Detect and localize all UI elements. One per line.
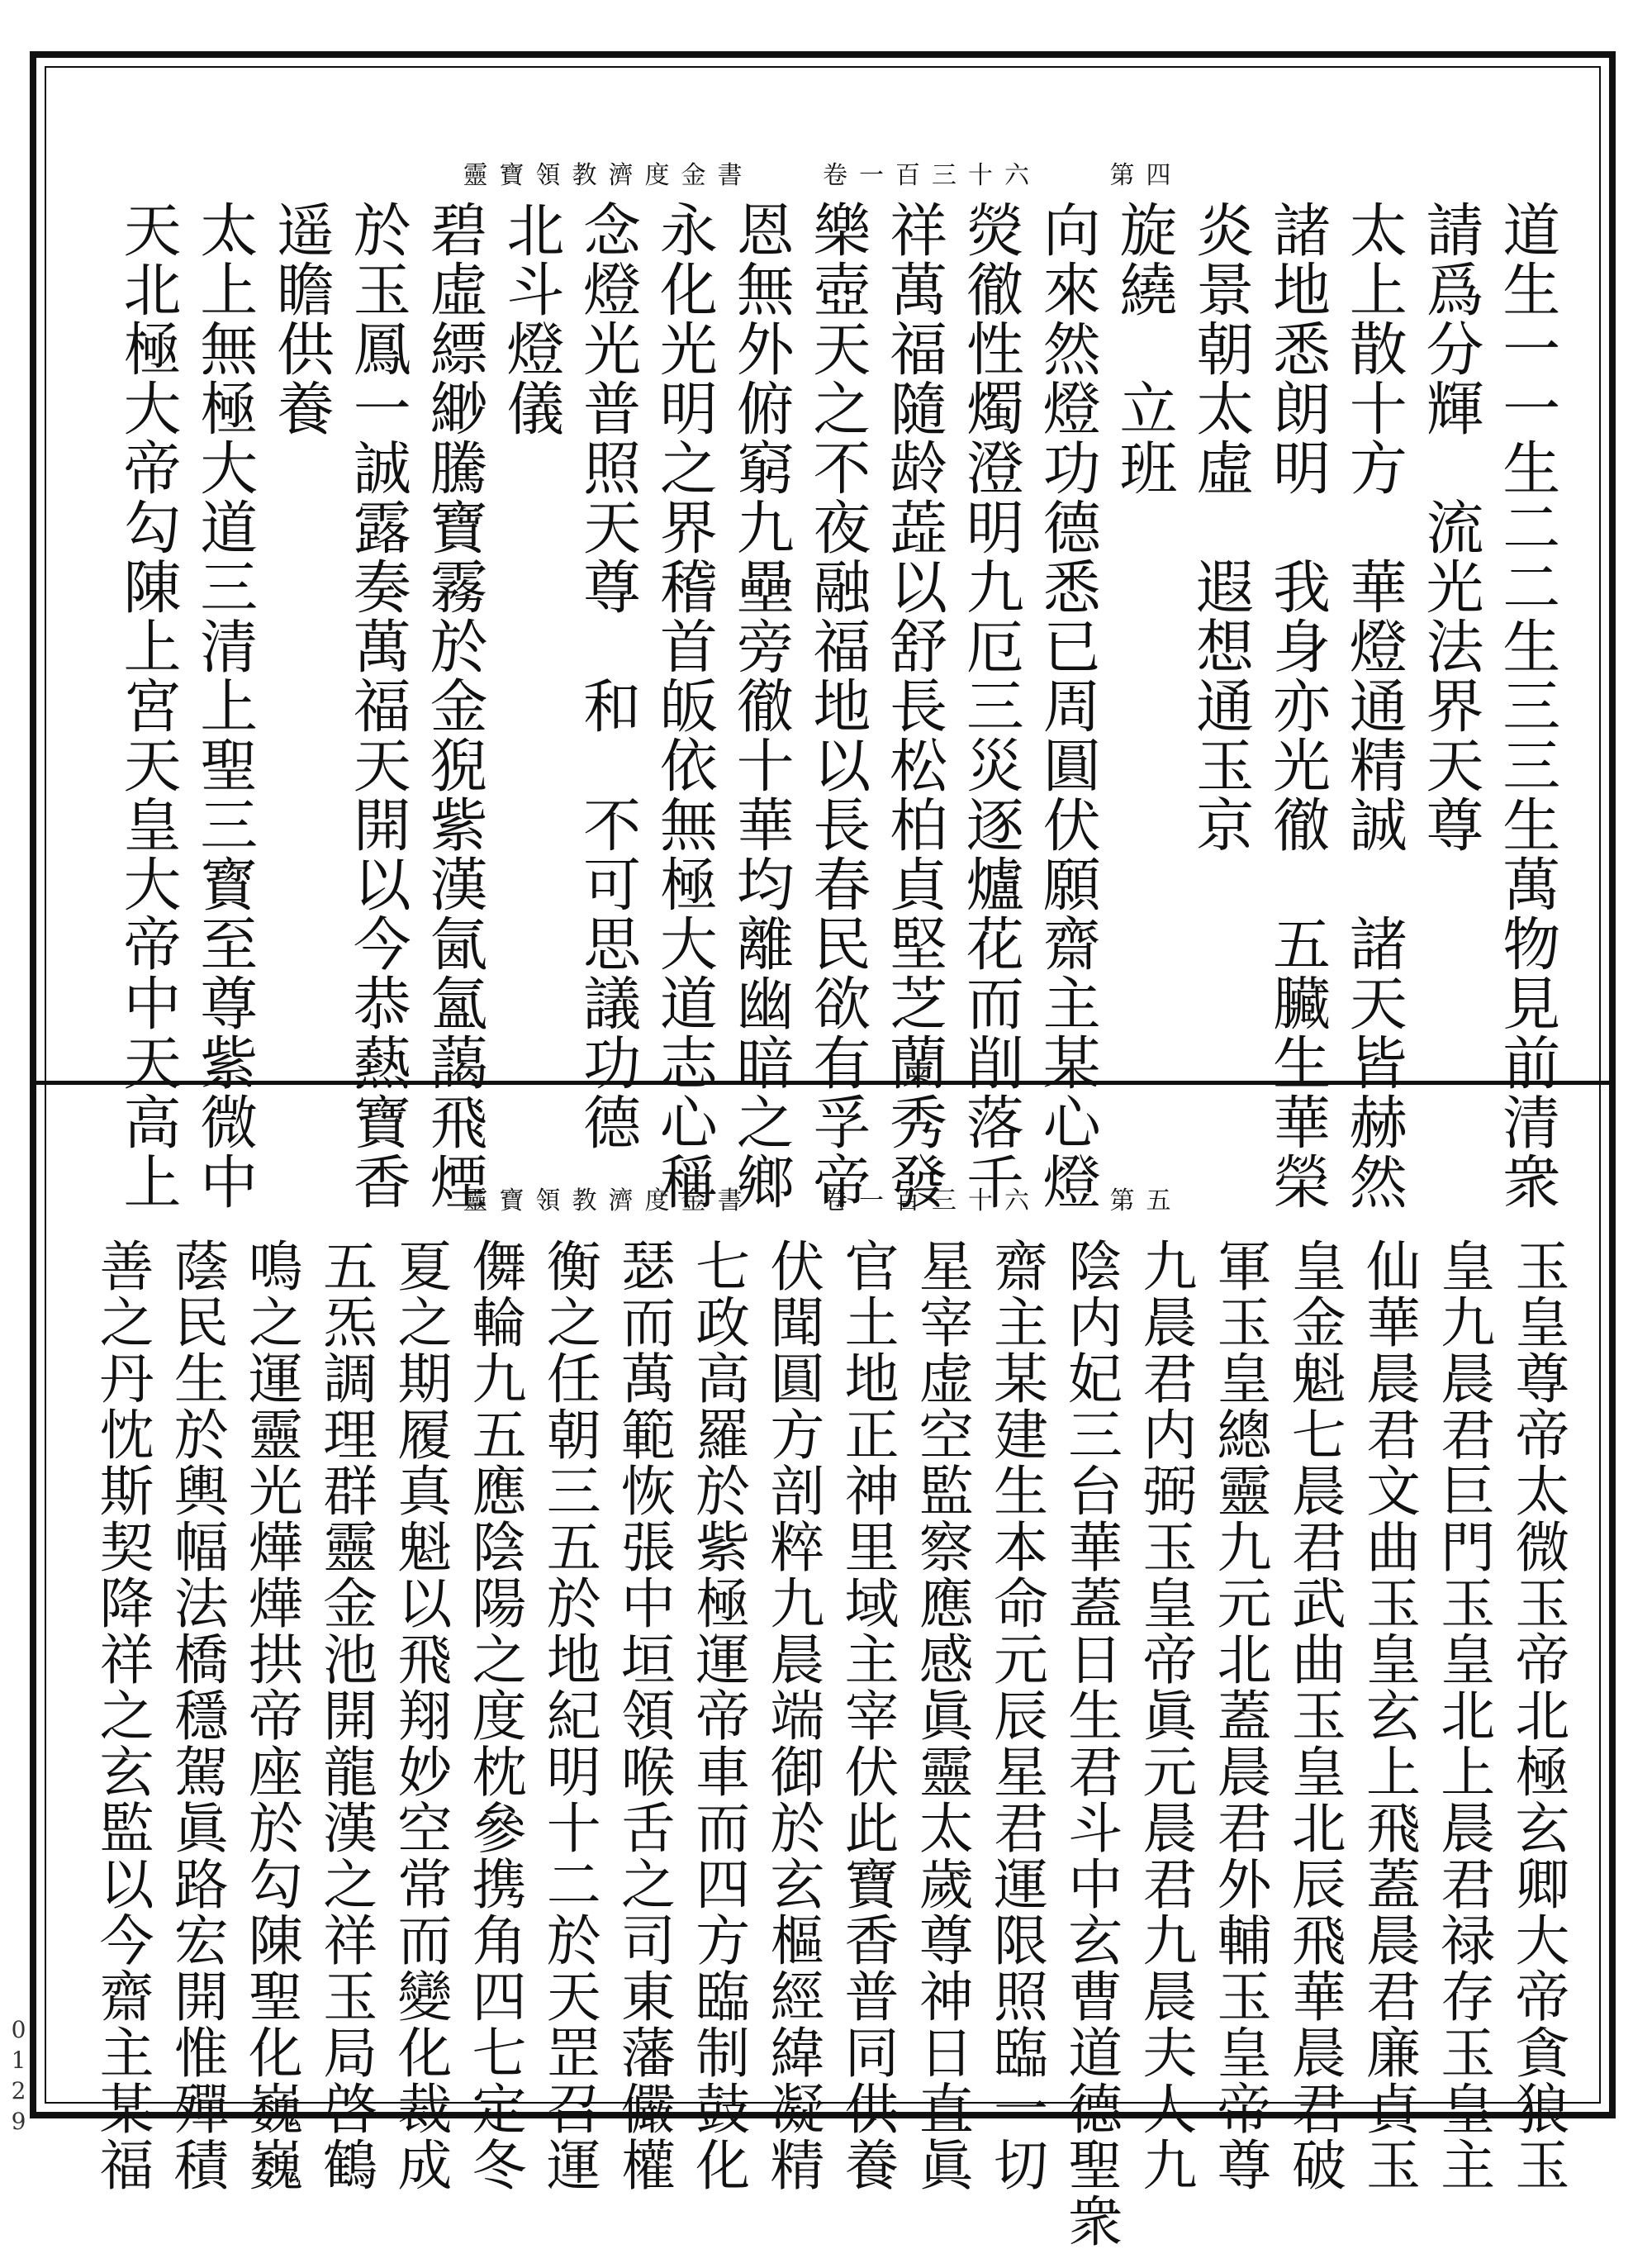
text-column: 熒徹性燭澄明九厄三災逐爐花而削落千 — [957, 200, 1025, 1211]
text-column: 諸地悉朗明 我身亦光徹 五臟生華榮 — [1263, 200, 1332, 1211]
text-column: 玉皇尊帝太微玉帝北極玄卿大帝貪狼玉 — [1505, 1238, 1569, 2193]
text-column: 衡之任朝三五於地紀明十二於天罡召運 — [537, 1238, 601, 2193]
text-column: 向來然燈功德悉已周圓伏願齋主某心燈 — [1033, 200, 1102, 1211]
text-column: 太上無極大道三清上聖三寳至尊紫微中 — [190, 200, 259, 1211]
bottom-header — [40, 1180, 1606, 1216]
text-column: 陰内妃三台華蓋日生君斗中玄曹道德聖衆 — [1058, 1238, 1123, 2249]
text-column: 瑟而萬範恢張中垣領喉舌之司東藩儼權 — [611, 1238, 676, 2193]
text-column: 旋繞 立班 — [1109, 200, 1178, 497]
text-column: 伏聞圓方剖粹九晨端御於玄樞經緯凝精 — [760, 1238, 824, 2193]
bottom-text-columns — [90, 1238, 1569, 2249]
text-column: 恩無外俯窮九壘旁徹十華均離幽暗之鄉 — [727, 200, 795, 1211]
text-column: 夏之期履真魁以飛翔妙空常而變化裁成 — [387, 1238, 452, 2193]
text-column: 太上散十方 華燈通精誠 諸天皆赫然 — [1340, 200, 1408, 1211]
top-header — [40, 155, 1606, 191]
text-column: 七政高羅於紫極運帝車而四方臨制鼓化 — [686, 1238, 750, 2193]
bottom-panel — [40, 1085, 1606, 2249]
text-column: 九晨君内弼玉皇帝眞元晨君九晨夫人九 — [1132, 1238, 1197, 2193]
text-column: 天北極大帝勾陳上宮天皇大帝中天高上 — [114, 200, 182, 1211]
text-column: 軍玉皇總靈九元北蓋晨君外輔玉皇帝尊 — [1208, 1238, 1272, 2193]
text-column: 炎景朝太虛 遐想通玉京 — [1186, 200, 1255, 854]
text-column: 五炁調理群靈金池開龍漢之祥玉局啓鶴 — [313, 1238, 377, 2193]
text-column: 遥瞻供養 — [267, 200, 335, 438]
text-column: 仙華晨君文曲玉皇玄上飛蓋晨君廉貞玉 — [1356, 1238, 1421, 2193]
text-column: 星宰虚空監察應感眞靈太歲尊神日直眞 — [909, 1238, 974, 2193]
page-number: 0129 — [5, 2016, 32, 2138]
text-column: 皇九晨君巨門玉皇北上晨君禄存玉皇主 — [1431, 1238, 1495, 2193]
text-column: 官土地正神里域主宰伏此寶香普同供養 — [835, 1238, 900, 2193]
bottom-header-title: 靈寶領教濟度金書 — [463, 1186, 754, 1215]
bottom-header-page: 第五 — [1109, 1186, 1183, 1215]
text-column: 善之丹忱斯契降祥之玄監以今齋主某福 — [90, 1238, 154, 2193]
text-column: 皇金魁七晨君武曲玉皇北辰飛華晨君破 — [1282, 1238, 1346, 2193]
text-column: 念燈光普照天尊 和 不可思議功德 — [573, 200, 642, 1152]
text-column: 北斗燈儀 — [496, 200, 565, 438]
bottom-header-volume: 卷一百三十六 — [823, 1186, 1041, 1215]
text-column: 碧虛縹緲騰寶霧於金猊紫漢氤氳藹飛煙 — [420, 200, 489, 1211]
text-column: 樂壺天之不夜融福地以長春民欲有孚帝 — [803, 200, 871, 1211]
text-column: 於玉鳳一誠露奏萬福天開以今恭爇寶香 — [344, 200, 412, 1211]
top-header-page: 第四 — [1109, 161, 1183, 190]
text-column: 永化光明之界稽首皈依無極大道志心稱 — [650, 200, 719, 1211]
text-column: 鳴之運靈光燁燁拱帝座於勾陳聖化巍巍 — [239, 1238, 303, 2193]
text-column: 齋主某建生本命元辰星君運限照臨一切 — [984, 1238, 1048, 2193]
top-header-volume: 卷一百三十六 — [823, 161, 1041, 190]
top-header-title: 靈寶領教濟度金書 — [463, 161, 754, 190]
text-column: 祥萬福隨龄蕋以舒長松柏貞堅芝蘭秀發 — [880, 200, 948, 1211]
text-column: 儛輪九五應陰陽之度枕參携角四七定冬 — [463, 1238, 527, 2193]
text-column: 請爲分輝 流光法界天尊 — [1417, 200, 1485, 854]
text-column: 道生一一生二二生三三生萬物見前清衆 — [1493, 200, 1561, 1211]
text-column: 蔭民生於輿幅法橋穩駕眞路宏開惟殫積 — [164, 1238, 229, 2193]
